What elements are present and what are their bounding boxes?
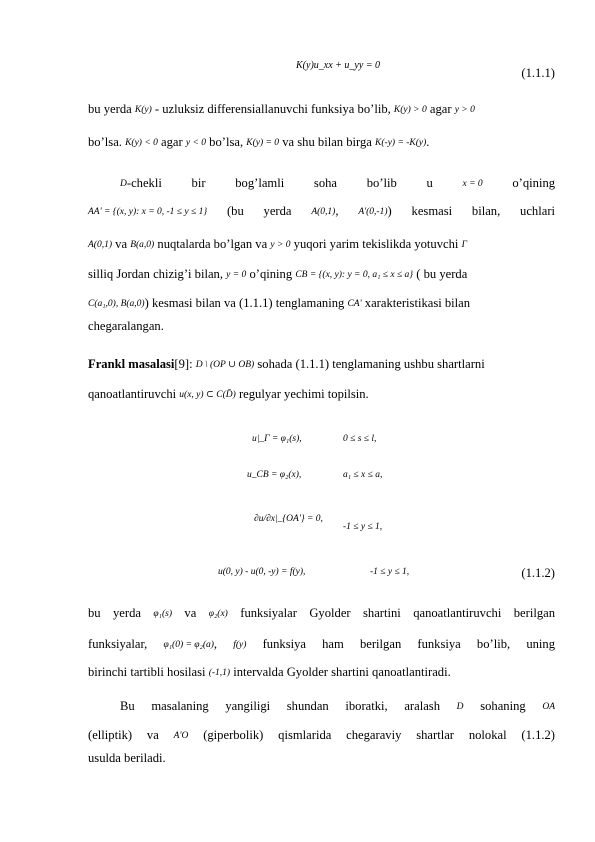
text: u <box>426 176 433 190</box>
text: va <box>184 606 197 620</box>
text: va <box>115 237 128 251</box>
condition-1-rhs: 0 ≤ s ≤ l, <box>343 434 377 444</box>
text: bog’lamli <box>235 176 285 190</box>
text: silliq Jordan chizig’i bilan, <box>88 267 224 281</box>
equation-number-1-1-1: (1.1.1) <box>521 66 555 80</box>
formula: φ₂(x) <box>208 609 228 619</box>
formula: OA <box>542 702 556 712</box>
p5-line-3 <box>88 750 555 766</box>
p3-line-1 <box>88 356 555 373</box>
text: - uzluksiz differensiallanuvchi funksiya bo’lib, <box>154 102 391 116</box>
text: soha <box>313 176 338 190</box>
formula: A(0,1) <box>88 240 113 250</box>
formula: CB = {(x, y): y = 0, a₁ ≤ x ≤ a} <box>295 270 414 280</box>
formula: (-1,1) <box>208 668 231 678</box>
text: bu yerda <box>88 606 141 620</box>
text: funksiya ham berilgan funksiya bo’lib, uning <box>262 637 556 651</box>
formula: A'(0,-1) <box>358 207 388 217</box>
formula: φ₁(0) = φ₂(a) <box>163 640 214 650</box>
text: -chekli <box>126 176 162 190</box>
formula: u(x, y) ⊂ C(D̄) <box>179 390 236 400</box>
formula: K(y) <box>134 105 152 115</box>
formula: A'O <box>173 731 189 741</box>
text: uchlari <box>520 204 556 218</box>
p5-line-1 <box>120 698 555 715</box>
text: nuqtalarda bo’lgan va <box>157 237 268 251</box>
condition-3-rhs: -1 ≤ y ≤ 1, <box>343 522 383 532</box>
text: funksiyalar Gyolder shartini qanoatlantiruvchi berilgan <box>240 606 555 620</box>
formula: AA' = {(x, y): x = 0, -1 ≤ y ≤ 1} <box>88 207 208 217</box>
formula: y > 0 <box>270 240 291 250</box>
p2-line-6 <box>88 318 555 334</box>
p2-line-4 <box>88 266 555 283</box>
reference: [9]: <box>174 357 193 371</box>
p2-line-5 <box>88 295 555 312</box>
formula: x = 0 <box>462 179 483 189</box>
equation-number-1-1-2: (1.1.2) <box>521 566 555 580</box>
formula: y > 0 <box>454 105 475 115</box>
formula: D \ (OP ∪ OB) <box>195 360 255 370</box>
text: , <box>335 204 339 218</box>
text: chegaralangan. <box>88 319 164 333</box>
formula: K(y) > 0 <box>393 105 427 115</box>
p1-line-1 <box>88 101 555 118</box>
text: agar <box>429 102 452 116</box>
formula: D <box>456 702 464 712</box>
text: va shu bilan birga <box>282 135 372 149</box>
text: , <box>213 637 218 651</box>
text: (giperbolik) qismlarida chegaraviy shartlar nolokal (1.1.2) <box>203 728 556 742</box>
text: bir <box>191 176 206 190</box>
text: (elliptik) va <box>88 728 159 742</box>
condition-1-lhs: u|_Γ = φ₁(s), <box>252 434 302 444</box>
text: qanoatlantiruvchi <box>88 387 177 401</box>
formula: C(a₁,0), B(a,0) <box>88 299 145 309</box>
formula: D <box>120 179 127 189</box>
condition-4-rhs: -1 ≤ y ≤ 1, <box>370 567 410 577</box>
text: birinchi tartibli hosilasi <box>88 665 206 679</box>
text: ) <box>387 204 392 218</box>
p2-line-2 <box>88 203 555 220</box>
formula: K(y) = 0 <box>246 138 280 148</box>
text: . <box>426 135 430 149</box>
problem-title: Frankl masalasi <box>88 357 175 371</box>
p2-line-3 <box>88 236 555 253</box>
p4-line-2 <box>88 636 555 653</box>
text: yuqori yarim tekislikda yotuvchi <box>293 237 459 251</box>
formula: CA' <box>347 299 362 309</box>
formula: K(y) < 0 <box>125 138 158 148</box>
text: ) kesmasi bilan va (1.1.1) tenglamaning <box>144 296 345 310</box>
text: sohada (1.1.1) tenglamaning ushbu shartlarni <box>257 357 485 371</box>
text: usulda beriladi. <box>88 751 166 765</box>
equation-1-1-1: K(y)u_xx + u_yy = 0 <box>296 60 381 71</box>
formula: K(-y) = -K(y) <box>375 138 427 148</box>
text: funksiyalar, <box>88 637 148 651</box>
text: xarakteristikasi bilan <box>364 296 471 310</box>
text: o’qining <box>249 267 293 281</box>
p5-line-2 <box>88 727 555 744</box>
text: o’qining <box>512 176 556 190</box>
text: regulyar yechimi topilsin. <box>238 387 369 401</box>
formula: B(a,0) <box>130 240 155 250</box>
formula: y = 0 <box>226 270 247 280</box>
text: sohaning <box>480 699 526 713</box>
text: kesmasi bilan, <box>411 204 501 218</box>
formula: A(0,1) <box>311 207 336 217</box>
condition-2-rhs: a₁ ≤ x ≤ a, <box>343 470 383 480</box>
condition-3-lhs: ∂u/∂x|_{OA'} = 0, <box>254 514 323 524</box>
condition-2-lhs: u_CB = φ₂(x), <box>247 470 302 480</box>
text: (bu yerda <box>226 204 292 218</box>
text: agar <box>161 135 183 149</box>
text: bo’lib <box>366 176 397 190</box>
text: bo’lsa. <box>88 135 122 149</box>
p2-line-1 <box>120 175 555 192</box>
formula: Γ <box>461 240 467 250</box>
p3-line-2 <box>88 386 555 403</box>
p4-line-1 <box>88 605 555 622</box>
formula: f(y) <box>233 640 247 650</box>
text: intervalda Gyolder shartini qanoatlantiradi. <box>233 665 451 679</box>
text: Bu masalaning yangiligi shundan iboratki, aralash <box>120 699 441 713</box>
text: bo’lsa, <box>209 135 244 149</box>
text: bu yerda <box>88 102 132 116</box>
p1-line-2 <box>88 134 555 151</box>
formula: y < 0 <box>185 138 207 148</box>
text: ( bu yerda <box>416 267 468 281</box>
formula: φ₁(s) <box>153 609 172 619</box>
condition-4-lhs: u(0, y) - u(0, -y) = f(y), <box>218 567 306 577</box>
p4-line-3 <box>88 664 555 681</box>
